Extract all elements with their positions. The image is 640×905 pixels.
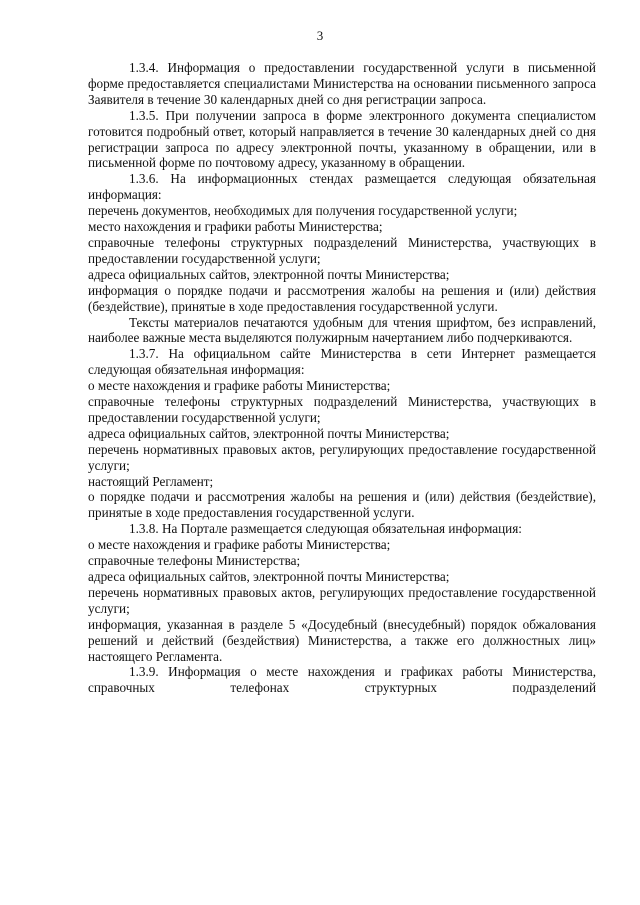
list-item: о месте нахождения и графике работы Министерства; xyxy=(88,378,391,394)
list-item: о месте нахождения и графике работы Министерства; xyxy=(88,537,391,553)
paragraph: 1.3.6. На информационных стендах размещается следующая обязательная информация: xyxy=(88,171,596,203)
list-item: настоящий Регламент; xyxy=(88,473,214,489)
list-item: справочные телефоны структурных подразделений Министерства, участвующих в предоставлении государственной услуги; xyxy=(88,394,596,425)
list-item: справочные телефоны структурных подразделений Министерства, участвующих в предоставлении государственной услуги; xyxy=(88,234,596,266)
page-number: 3 xyxy=(316,28,324,43)
list-item: справочные телефоны Министерства; xyxy=(88,553,301,569)
list-item: место нахождения и графики работы Министерства; xyxy=(88,219,383,235)
paragraph: 1.3.5. При получении запроса в форме электронного документа специалистом готовится подробный ответ, который направляется в течение 30 календарных дней со дня регистрации запроса по адресу электронной почты, указанному в обращении, или в письменной форме по почтовому адресу, указанному в обращении. xyxy=(88,107,596,171)
list-item: адреса официальных сайтов, электронной почты Министерства; xyxy=(88,569,450,584)
paragraph: Тексты материалов печатаются удобным для чтения шрифтом, без исправлений, наиболее важные места выделяются полужирным начертанием либо подчеркиваются. xyxy=(88,314,596,346)
list-item: адреса официальных сайтов, электронной почты Министерства; xyxy=(88,425,450,441)
list-item: перечень нормативных правовых актов, регулирующих предоставление государственной услуги; xyxy=(88,584,596,616)
list-item: адреса официальных сайтов, электронной почты Министерства; xyxy=(88,266,450,282)
paragraph: 1.3.8. На Портале размещается следующая обязательная информация: xyxy=(129,521,522,537)
paragraph: 1.3.9. Информация о месте нахождения и графиках работы Министерства, справочных телефонах структурных подразделений xyxy=(88,664,596,696)
list-item: перечень нормативных правовых актов, регулирующих предоставление государственной услуги; xyxy=(88,441,596,473)
list-item: информация, указанная в разделе 5 «Досудебный (внесудебный) порядок обжалования решений и действий (бездействия) Министерства, а также его должностных лиц» настоящего Регламента. xyxy=(88,616,596,664)
list-item: перечень документов, необходимых для получения государственной услуги; xyxy=(88,203,518,219)
list-item: о порядке подачи и рассмотрения жалобы на решения и (или) действия (бездействие), принятые в ходе предоставления государственной услуги. xyxy=(88,489,596,521)
list-item: информация о порядке подачи и рассмотрения жалобы на решения и (или) действия (бездействие), принятые в ходе предоставления государственной услуги. xyxy=(88,282,596,314)
paragraph: 1.3.4. Информация о предоставлении государственной услуги в письменной форме предоставляется специалистами Министерства на основании письменного запроса Заявителя в течение 30 календарных дней со дня регистрации запроса. xyxy=(88,60,596,107)
document-body xyxy=(88,60,596,696)
paragraph: 1.3.7. На официальном сайте Министерства в сети Интернет размещается следующая обязательная информация: xyxy=(88,346,596,378)
